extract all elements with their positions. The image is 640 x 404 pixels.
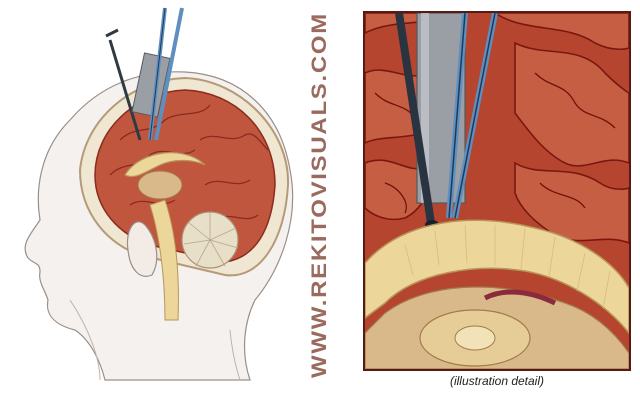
illustration-detail xyxy=(363,11,631,371)
watermark-text: WWW.REKITOVISUALS.COM xyxy=(308,57,331,378)
head-profile-illustration xyxy=(0,0,300,404)
caption: (illustration detail) xyxy=(449,374,545,388)
watermark xyxy=(300,0,340,380)
